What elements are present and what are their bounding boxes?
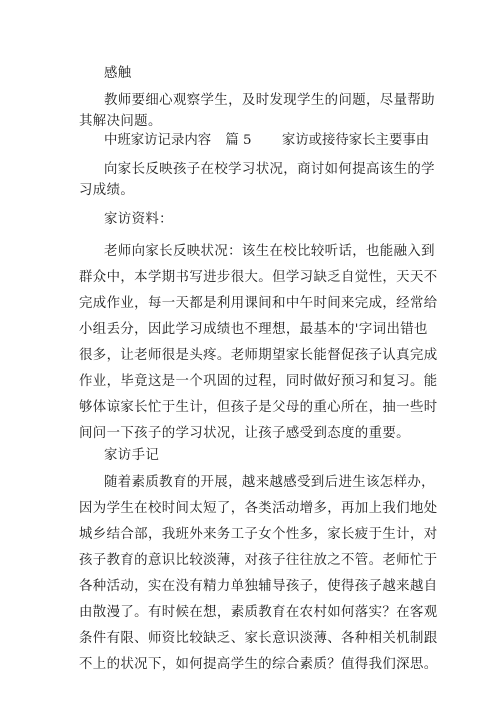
paragraph-line: 随着素质教育的开展，越来越感受到后进生该怎样办，	[104, 475, 435, 490]
paragraph-line: 习成绩。	[79, 183, 135, 198]
paragraph-line: 够体谅家长忙于生计，但孩子是父母的重心所在，抽一些时	[79, 400, 438, 415]
paragraph-line: 各种活动，实在没有精力单独辅导孩子，使得孩子越来越自	[79, 579, 438, 594]
article-title: 中班家访记录内容	[104, 133, 212, 148]
section-title-notes: 家访手记	[104, 448, 160, 463]
paragraph-line: 很多，让老师很是头疼。老师期望家长能督促孩子认真完成	[79, 348, 438, 363]
paragraph-line: 完成作业，每一天都是利用课间和中午时间来完成，经常给	[79, 296, 438, 311]
paragraph-line: 城乡结合部，我班外来务工子女个性多，家长疲于生计，对	[79, 527, 438, 542]
paragraph-line: 因为学生在校时间太短了，各类活动增多，再加上我们地处	[79, 501, 438, 516]
article-subject: 家访或接待家长主要事由	[281, 133, 430, 148]
paragraph-line: 其解决问题。	[79, 114, 162, 129]
section-title-ganchu: 感触	[104, 66, 132, 81]
article-part: 篇 5	[225, 133, 252, 148]
paragraph-line: 群众中，本学期书写进步很大。但学习缺乏自觉性，天天不	[79, 270, 438, 285]
paragraph-line: 间问一下孩子的学习状况，让孩子感受到态度的重要。	[79, 426, 410, 441]
section-title-materials: 家访资料：	[104, 212, 173, 227]
paragraph-line: 不上的状况下，如何提高学生的综合素质？值得我们深思。	[79, 657, 438, 672]
article-heading	[104, 131, 429, 151]
paragraph-line: 小组丢分，因此学习成绩也不理想，最基本的'字词出错也	[79, 322, 428, 337]
paragraph-line: 孩子教育的意识比较淡薄，对孩子往往放之不管。老师忙于	[79, 553, 438, 568]
paragraph-line: 向家长反映孩子在校学习状况，商讨如何提高该生的学	[104, 162, 435, 177]
paragraph-line: 教师要细心观察学生，及时发现学生的问题，尽量帮助	[104, 93, 435, 108]
paragraph-line: 老师向家长反映状况：该生在校比较听话，也能融入到	[104, 244, 435, 259]
paragraph-line: 由散漫了。有时候在想，素质教育在农村如何落实？在客观	[79, 605, 438, 620]
paragraph-line: 条件有限、师资比较缺乏、家长意识淡薄、各种相关机制跟	[79, 631, 438, 646]
paragraph-line: 作业，毕竟这是一个巩固的过程，同时做好预习和复习。能	[79, 374, 438, 389]
